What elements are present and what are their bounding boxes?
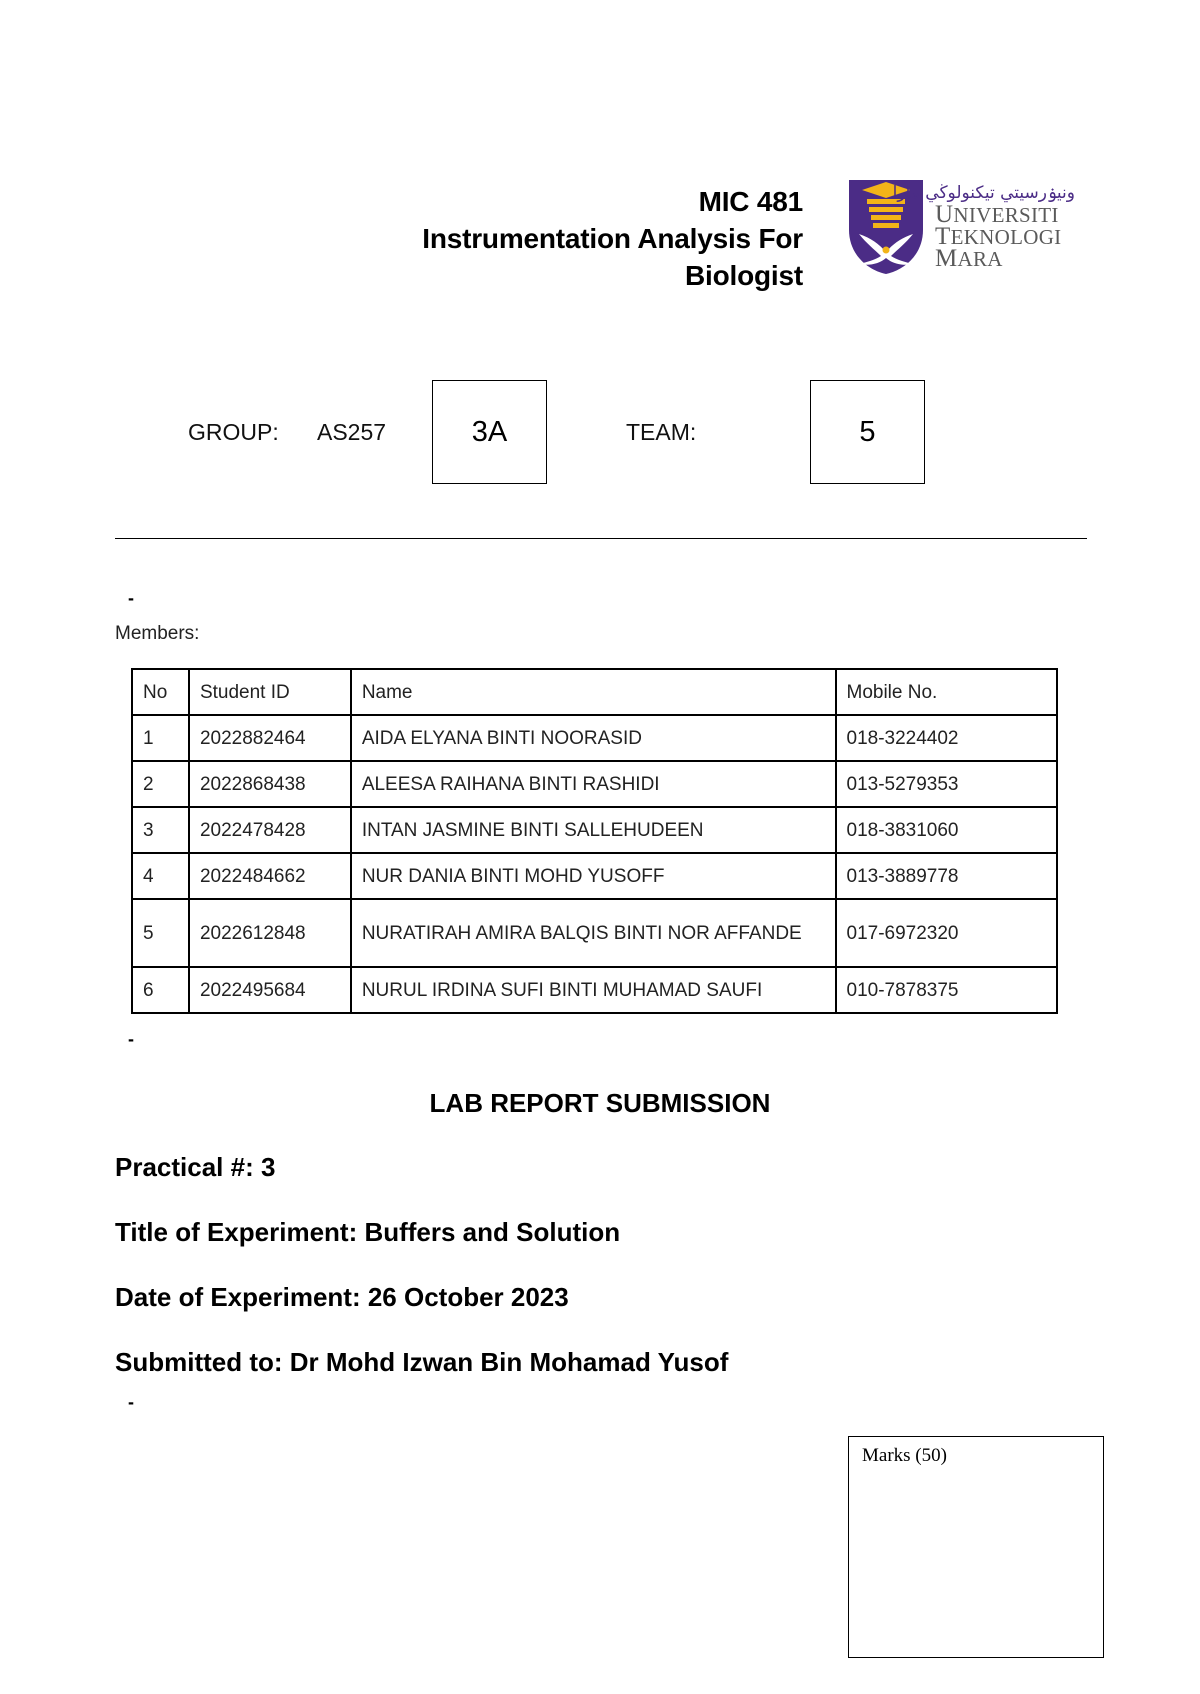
team-label: TEAM: xyxy=(626,419,697,445)
cell-student-id: 2022484662 xyxy=(189,853,351,899)
header-mobile: Mobile No. xyxy=(836,669,1058,715)
cell-mobile: 013-5279353 xyxy=(836,761,1058,807)
table-row xyxy=(132,761,1057,807)
table-row xyxy=(132,899,1057,967)
course-header xyxy=(422,183,803,294)
table-row xyxy=(132,853,1057,899)
marks-label: Marks (50) xyxy=(862,1445,947,1466)
cell-no: 1 xyxy=(132,715,189,761)
horizontal-divider xyxy=(115,538,1087,539)
cell-name: INTAN JASMINE BINTI SALLEHUDEEN xyxy=(351,807,836,853)
marks-box xyxy=(848,1436,1104,1658)
cell-no: 4 xyxy=(132,853,189,899)
cell-mobile: 018-3831060 xyxy=(836,807,1058,853)
cell-student-id: 2022478428 xyxy=(189,807,351,853)
cell-student-id: 2022495684 xyxy=(189,967,351,1013)
course-title-line1: Instrumentation Analysis For xyxy=(422,223,803,254)
university-name xyxy=(935,201,1062,272)
cell-name: NURUL IRDINA SUFI BINTI MUHAMAD SAUFI xyxy=(351,967,836,1013)
course-code: MIC 481 xyxy=(698,186,803,217)
group-class-box xyxy=(432,380,547,484)
cell-no: 5 xyxy=(132,899,189,967)
practical-number: Practical #: 3 xyxy=(115,1152,276,1182)
group-code: AS257 xyxy=(317,419,387,445)
jawi-text: ونيۏرسيتي تيكنولوڬي مارا xyxy=(892,183,1075,203)
cell-mobile: 013-3889778 xyxy=(836,853,1058,899)
group-label: GROUP: xyxy=(188,419,279,445)
cell-name: AIDA ELYANA BINTI NOORASID xyxy=(351,715,836,761)
course-title-line2: Biologist xyxy=(685,260,803,291)
separator-dash: - xyxy=(128,1029,134,1049)
header-no: No xyxy=(132,669,189,715)
team-number: 5 xyxy=(859,415,876,448)
cell-name: ALEESA RAIHANA BINTI RASHIDI xyxy=(351,761,836,807)
cell-mobile: 018-3224402 xyxy=(836,715,1058,761)
experiment-title: Title of Experiment: Buffers and Solution xyxy=(115,1217,621,1247)
cell-no: 2 xyxy=(132,761,189,807)
cell-name: NUR DANIA BINTI MOHD YUSOFF xyxy=(351,853,836,899)
table-row xyxy=(132,967,1057,1013)
cell-student-id: 2022882464 xyxy=(189,715,351,761)
separator-dash: - xyxy=(128,1392,134,1412)
table-row xyxy=(132,807,1057,853)
members-label: Members: xyxy=(115,623,200,644)
members-table xyxy=(131,668,1058,1014)
cell-mobile: 010-7878375 xyxy=(836,967,1058,1013)
lab-report-title: LAB REPORT SUBMISSION xyxy=(429,1088,771,1118)
separator-dash: - xyxy=(128,588,134,608)
table-header-row xyxy=(132,669,1057,715)
university-logo xyxy=(845,178,1080,276)
group-class: 3A xyxy=(471,415,508,448)
jawi-script-mark xyxy=(892,178,1075,204)
submitted-to: Submitted to: Dr Mohd Izwan Bin Mohamad Yusof xyxy=(115,1347,729,1377)
logo-line3: MARA xyxy=(935,245,1003,272)
cell-student-id: 2022612848 xyxy=(189,899,351,967)
header-student-id: Student ID xyxy=(189,669,351,715)
cell-name: NURATIRAH AMIRA BALQIS BINTI NOR AFFANDE xyxy=(351,899,836,967)
table-row xyxy=(132,715,1057,761)
header-name: Name xyxy=(351,669,836,715)
team-number-box xyxy=(810,380,925,484)
logo-line1: UNIVERSITI xyxy=(935,201,1059,228)
logo-line2: TEKNOLOGI xyxy=(935,223,1062,250)
experiment-date: Date of Experiment: 26 October 2023 xyxy=(115,1282,569,1312)
cell-mobile: 017-6972320 xyxy=(836,899,1058,967)
cell-no: 6 xyxy=(132,967,189,1013)
cell-student-id: 2022868438 xyxy=(189,761,351,807)
cell-no: 3 xyxy=(132,807,189,853)
